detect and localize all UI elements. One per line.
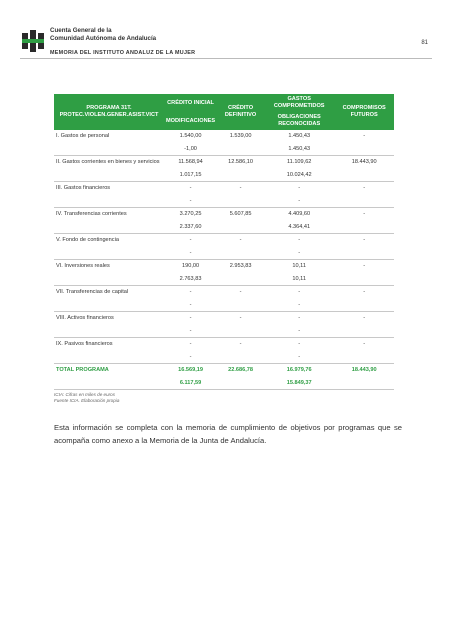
cell-compromisos-futuros: - [363, 211, 366, 218]
org-name [50, 27, 156, 42]
table-row [54, 286, 394, 299]
total-gastos-comprometidos: 16.979,76 [286, 367, 312, 374]
total-label: TOTAL PROGRAMA [56, 367, 109, 374]
cell-gastos-comprometidos: - [298, 315, 301, 322]
cell-obligaciones: - [264, 351, 334, 364]
table-row [54, 221, 394, 234]
table-row [54, 130, 394, 143]
table-row [54, 325, 394, 338]
total-compromisos-futuros: 18.443,90 [351, 367, 377, 374]
table-notes [54, 392, 119, 405]
total-modificaciones: 6.117,59 [164, 377, 217, 390]
row-label: III. Gastos financieros [56, 185, 111, 192]
row-label: VIII. Activos financieros [56, 315, 114, 322]
cell-modificaciones: - [164, 247, 217, 260]
cell-credito-inicial: - [189, 237, 192, 244]
total-credito-definitivo: 22.686,78 [228, 367, 254, 374]
row-label: IX. Pasivos financieros [56, 341, 113, 348]
table-row [54, 299, 394, 312]
cell-credito-inicial: - [189, 289, 192, 296]
cell-compromisos-futuros: - [363, 185, 366, 192]
cell-credito-inicial: - [189, 185, 192, 192]
cell-credito-inicial: - [189, 315, 192, 322]
cell-credito-definitivo: - [239, 315, 242, 322]
total-obligaciones: 15.849,37 [264, 377, 334, 390]
table-row [54, 312, 394, 325]
budget-table [54, 94, 394, 390]
cell-gastos-comprometidos: - [298, 341, 301, 348]
cell-obligaciones: - [264, 247, 334, 260]
cell-gastos-comprometidos: 4.409,60 [288, 211, 311, 218]
cell-modificaciones: - [164, 325, 217, 338]
cell-compromisos-futuros: - [363, 133, 366, 140]
table-row [54, 182, 394, 195]
table-row [54, 338, 394, 351]
header-gastos-comprometidos: GASTOS COMPROMETIDOS [264, 94, 334, 112]
document-title: MEMORIA DEL INSTITUTO ANDALUZ DE LA MUJER [50, 50, 196, 56]
page-number: 81 [421, 40, 428, 46]
total-row [54, 364, 394, 377]
header-modificaciones: MODIFICACIONES [164, 112, 217, 130]
cell-obligaciones: 10.024,42 [264, 169, 334, 182]
table-row [54, 260, 394, 273]
table-row [54, 247, 394, 260]
table-row [54, 195, 394, 208]
total-credito-inicial: 16.569,19 [178, 367, 203, 374]
cell-compromisos-futuros: - [363, 315, 366, 322]
cell-gastos-comprometidos: 1.450,43 [288, 133, 311, 140]
cell-modificaciones: -1,00 [164, 143, 217, 156]
page-header [20, 24, 432, 60]
note-units: ICIA: Cifras en miles de euros [54, 392, 116, 397]
cell-compromisos-futuros: - [363, 341, 366, 348]
table-row [54, 351, 394, 364]
note-source: Fuente ICIA. Elaboración propia [54, 398, 120, 404]
cell-credito-definitivo: 1.539,00 [229, 133, 252, 140]
cell-credito-inicial: 190,00 [182, 263, 200, 270]
table-header-row [54, 94, 394, 112]
org-line-2: Comunidad Autónoma de Andalucía [50, 34, 157, 42]
cell-credito-definitivo: - [239, 185, 242, 192]
body-paragraph: Esta información se completa con la memoria de cumplimiento de objetivos por programas que se acompaña como anexo a la Memoria de la Junta de Andalucía. [54, 423, 402, 445]
cell-compromisos-futuros: - [363, 237, 366, 244]
cell-gastos-comprometidos: - [298, 289, 301, 296]
table-row [54, 156, 394, 169]
row-label: VII. Transferencias de capital [56, 289, 129, 296]
header-credito-definitivo: CRÉDITO DEFINITIVO [217, 94, 264, 130]
row-label: V. Fondo de contingencia [56, 237, 119, 244]
header-divider [20, 58, 432, 59]
cell-obligaciones: 10,11 [264, 273, 334, 286]
total-row [54, 377, 394, 390]
cell-credito-definitivo: - [239, 289, 242, 296]
cell-modificaciones: 1.017,15 [164, 169, 217, 182]
cell-credito-definitivo: - [239, 237, 242, 244]
table-row [54, 273, 394, 286]
cell-gastos-comprometidos: - [298, 237, 301, 244]
cell-credito-definitivo: - [239, 341, 242, 348]
cell-obligaciones: - [264, 299, 334, 312]
row-label: IV. Transferencias corrientes [56, 211, 127, 218]
row-label: I. Gastos de personal [56, 133, 110, 140]
row-label: VI. Inversiones reales [56, 263, 110, 270]
cell-modificaciones: - [164, 195, 217, 208]
cell-obligaciones: 4.364,41 [264, 221, 334, 234]
cell-credito-inicial: - [189, 341, 192, 348]
row-label: II. Gastos corrientes en bienes y servicios [56, 158, 160, 165]
header-credito-inicial: CRÉDITO INICIAL [164, 94, 217, 112]
cell-obligaciones: 1.450,43 [264, 143, 334, 156]
cell-credito-inicial: 11.568,94 [178, 159, 203, 166]
cell-credito-definitivo: 2.953,83 [229, 263, 252, 270]
cell-modificaciones: - [164, 351, 217, 364]
cell-modificaciones: 2.337,60 [164, 221, 217, 234]
cell-gastos-comprometidos: 10,11 [292, 263, 306, 270]
table-row [54, 169, 394, 182]
cell-obligaciones: - [264, 195, 334, 208]
cell-compromisos-futuros: - [363, 263, 366, 270]
cell-compromisos-futuros: - [363, 289, 366, 296]
table-row [54, 234, 394, 247]
header-obligaciones: OBLIGACIONES RECONOCIDAS [264, 112, 334, 130]
cell-credito-definitivo: 5.607,85 [229, 211, 252, 218]
header-compromisos-futuros: COMPROMISOS FUTUROS [334, 94, 394, 130]
cell-credito-definitivo: 12.586,10 [228, 159, 254, 166]
cell-gastos-comprometidos: 11.109,62 [286, 159, 312, 166]
cell-modificaciones: 2.763,83 [164, 273, 217, 286]
cell-compromisos-futuros: 18.443,90 [351, 159, 377, 166]
cell-obligaciones: - [264, 325, 334, 338]
table-row [54, 208, 394, 221]
org-line-1: Cuenta General de la [50, 27, 112, 34]
header-program: PROGRAMA 31T. PROTEC.VIOLEN.GENER.ASIST.VICT [54, 94, 164, 130]
cell-modificaciones: - [164, 299, 217, 312]
cell-gastos-comprometidos: - [298, 185, 301, 192]
junta-logo-icon [20, 28, 46, 54]
table-row [54, 143, 394, 156]
cell-credito-inicial: 3.270,25 [179, 211, 202, 218]
cell-credito-inicial: 1.540,00 [179, 133, 202, 140]
